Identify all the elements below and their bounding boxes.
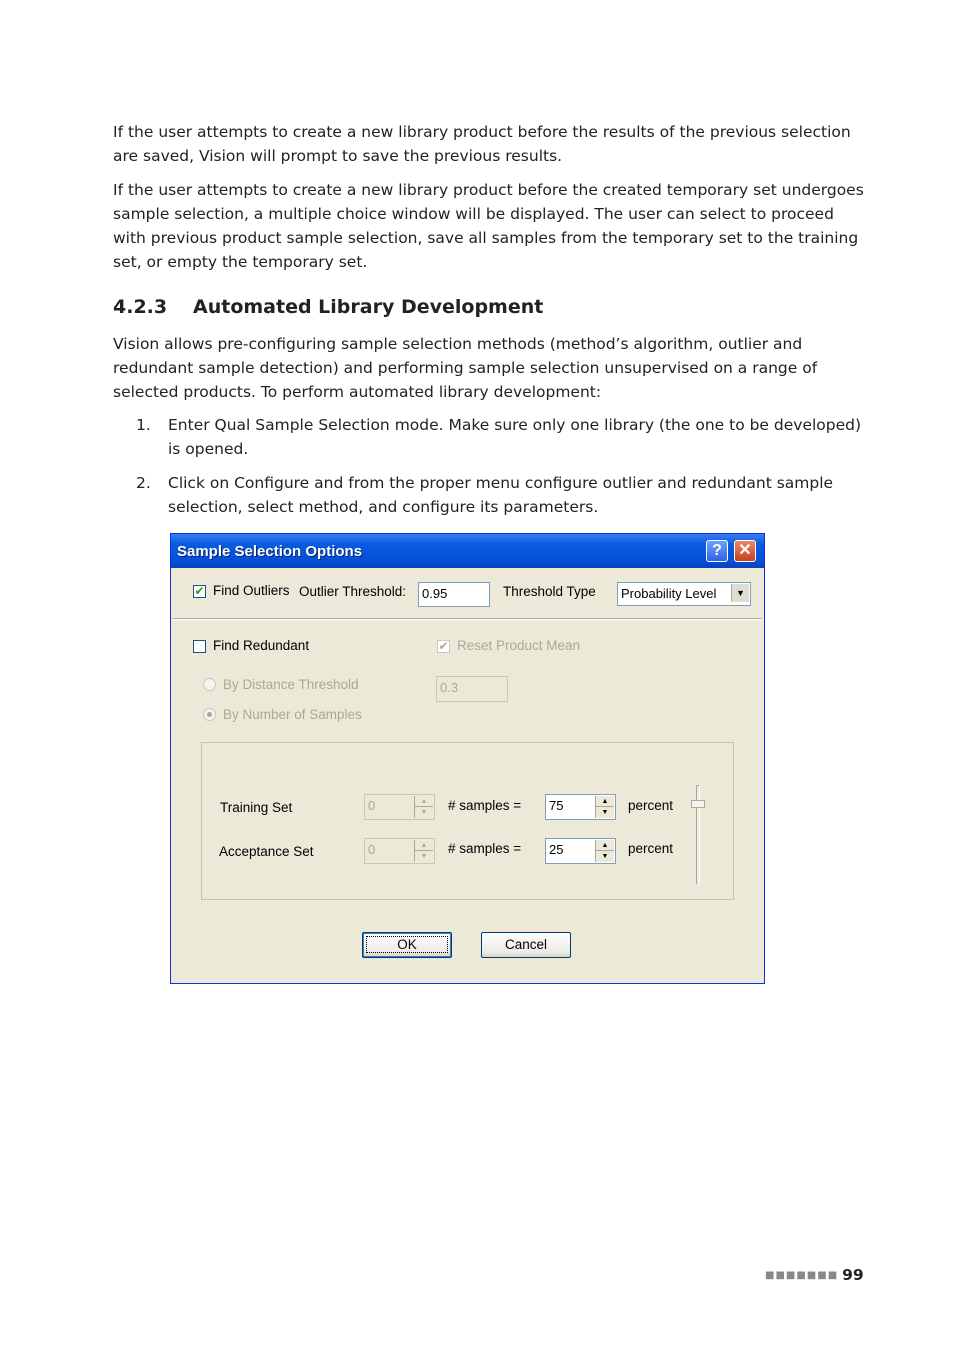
step-1: [136, 413, 864, 461]
ok-button[interactable]: [362, 932, 452, 958]
step-number: 2.: [136, 474, 151, 492]
training-set-label: Training Set: [220, 800, 293, 815]
close-button[interactable]: ✕: [734, 540, 756, 562]
acceptance-percent-value: 25: [549, 842, 564, 857]
by-distance-radio[interactable]: [203, 678, 216, 691]
sample-selection-dialog: [170, 533, 765, 984]
ok-button-label: OK: [366, 936, 448, 953]
training-count-value: 0: [368, 798, 376, 813]
acceptance-percent-label: percent: [628, 841, 674, 856]
spinner-arrows-icon[interactable]: ▲ ▼: [595, 840, 614, 862]
by-distance-label: By Distance Threshold: [223, 677, 359, 692]
training-samples-label: # samples =: [448, 798, 522, 813]
find-redundant-checkbox[interactable]: [193, 640, 206, 653]
chevron-down-icon[interactable]: ▼: [731, 584, 749, 602]
acceptance-percent-spinner[interactable]: [545, 838, 616, 864]
paragraph-save-prompt: If the user attempts to create a new library product before the results of the previous selection are saved, Vision will prompt to save the previous results.: [113, 123, 851, 165]
page-number: 99: [842, 1266, 864, 1284]
outlier-threshold-label: Outlier Threshold:: [299, 584, 407, 599]
spinner-arrows-icon[interactable]: ▲ ▼: [595, 796, 614, 818]
training-percent-spinner[interactable]: [545, 794, 616, 820]
by-number-radio[interactable]: [203, 708, 216, 721]
threshold-type-value: Probability Level: [621, 586, 717, 601]
paragraph-intro: Vision allows pre-configuring sample selection methods (method’s algorithm, outlier and redundant sample detection) and performing sample selection unsupervised on a range of selected products. To perform automated library development:: [113, 335, 818, 401]
sample-count-group: [201, 742, 734, 900]
training-percent-label: percent: [628, 798, 674, 813]
threshold-type-select[interactable]: [617, 582, 751, 606]
section-title: Automated Library Development: [193, 296, 544, 318]
step-2: [136, 471, 864, 519]
acceptance-count-value: 0: [368, 842, 376, 857]
split-slider-thumb[interactable]: [691, 800, 705, 808]
threshold-type-label: Threshold Type: [503, 584, 596, 599]
paragraph-multiple-choice: If the user attempts to create a new library product before the created temporary set undergoes sample selection, a multiple choice window will be displayed. The user can select to proceed with previous product sample selection, save all samples from the temporary set to the training set, or empty the temporary set.: [113, 181, 864, 271]
training-count-spinner[interactable]: [364, 794, 435, 820]
spinner-arrows-icon[interactable]: ▲ ▼: [414, 840, 433, 862]
by-number-label: By Number of Samples: [223, 707, 362, 722]
page-dots: ■■■■■■■: [765, 1270, 839, 1281]
section-number: 4.2.3: [113, 296, 168, 318]
step-number: 1.: [136, 416, 151, 434]
help-button[interactable]: ?: [706, 540, 728, 562]
reset-product-mean-checkbox[interactable]: ✔: [438, 639, 449, 653]
dialog-titlebar: [171, 534, 764, 568]
reset-product-mean-label: Reset Product Mean: [457, 638, 581, 653]
find-redundant-label: Find Redundant: [213, 638, 310, 653]
acceptance-count-spinner[interactable]: [364, 838, 435, 864]
find-outliers-label: Find Outliers: [213, 583, 290, 598]
section-heading: [113, 294, 543, 320]
step-text: Click on Configure and from the proper menu configure outlier and redundant sample selection, select method, and configure its parameters.: [168, 474, 834, 516]
outlier-threshold-input[interactable]: 0.95: [418, 582, 490, 607]
cancel-button[interactable]: Cancel: [481, 932, 571, 958]
distance-threshold-input[interactable]: 0.3: [436, 676, 508, 702]
acceptance-samples-label: # samples =: [448, 841, 522, 856]
spinner-arrows-icon[interactable]: ▲ ▼: [414, 796, 433, 818]
training-percent-value: 75: [549, 798, 564, 813]
page-number-footer: [765, 1266, 864, 1284]
acceptance-set-label: Acceptance Set: [219, 844, 314, 859]
step-text: Enter Qual Sample Selection mode. Make sure only one library (the one to be developed) is opened.: [168, 416, 862, 458]
find-outliers-checkbox[interactable]: ✔: [194, 584, 205, 598]
dialog-title: Sample Selection Options: [177, 543, 363, 560]
divider: [173, 618, 762, 620]
